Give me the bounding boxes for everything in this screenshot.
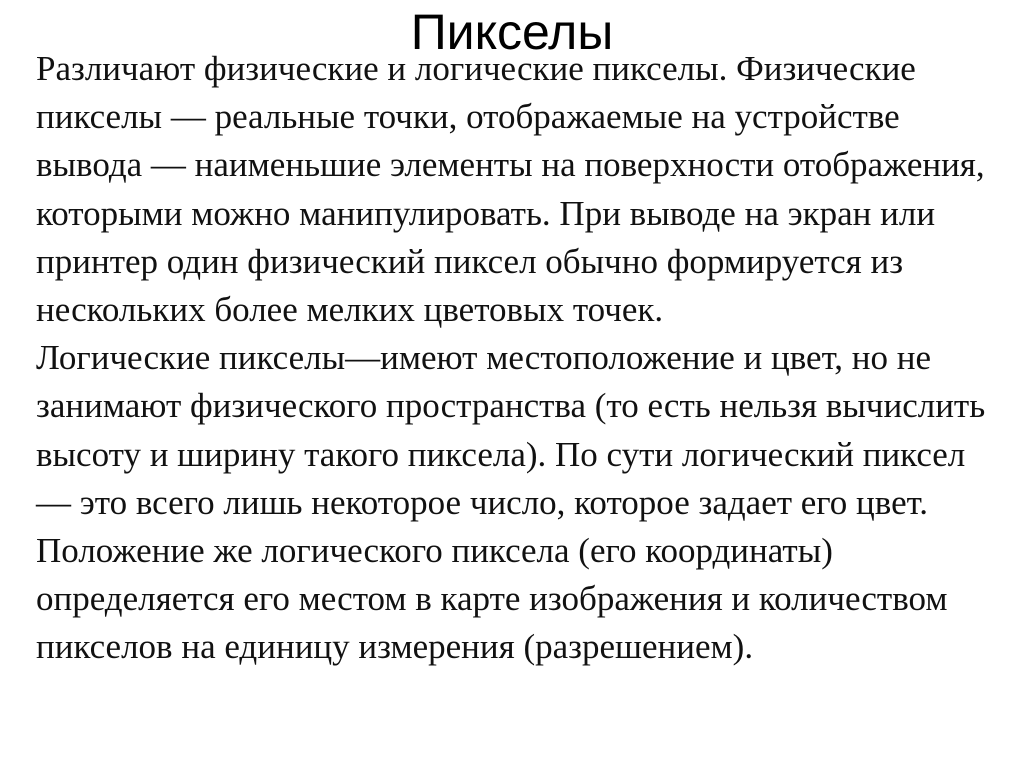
paragraph-physical-pixels: Различают физические и логические пикселы. Физические пикселы — реальные точки, отображаемые на устройстве вывода — наименьшие элементы на поверхности отображения, которыми можно манипулировать. При выводе на экран или принтер один физический пиксел обычно формируется из нескольких более мелких цветовых точек. (36, 49, 985, 330)
slide-body (36, 45, 1006, 672)
slide-title: Пикселы (410, 4, 614, 60)
paragraph-logical-pixels: Логические пикселы—имеют местоположение и цвет, но не занимают физического пространства (то есть нельзя вычислить высоту и ширину такого пиксела). По сути логический пиксел — это всего лишь некоторое число, которое задает его цвет. Положение же логического пиксела (его координаты) определяется его местом в карте изображения и количеством пикселов на единицу измерения (разрешением). (36, 338, 986, 667)
